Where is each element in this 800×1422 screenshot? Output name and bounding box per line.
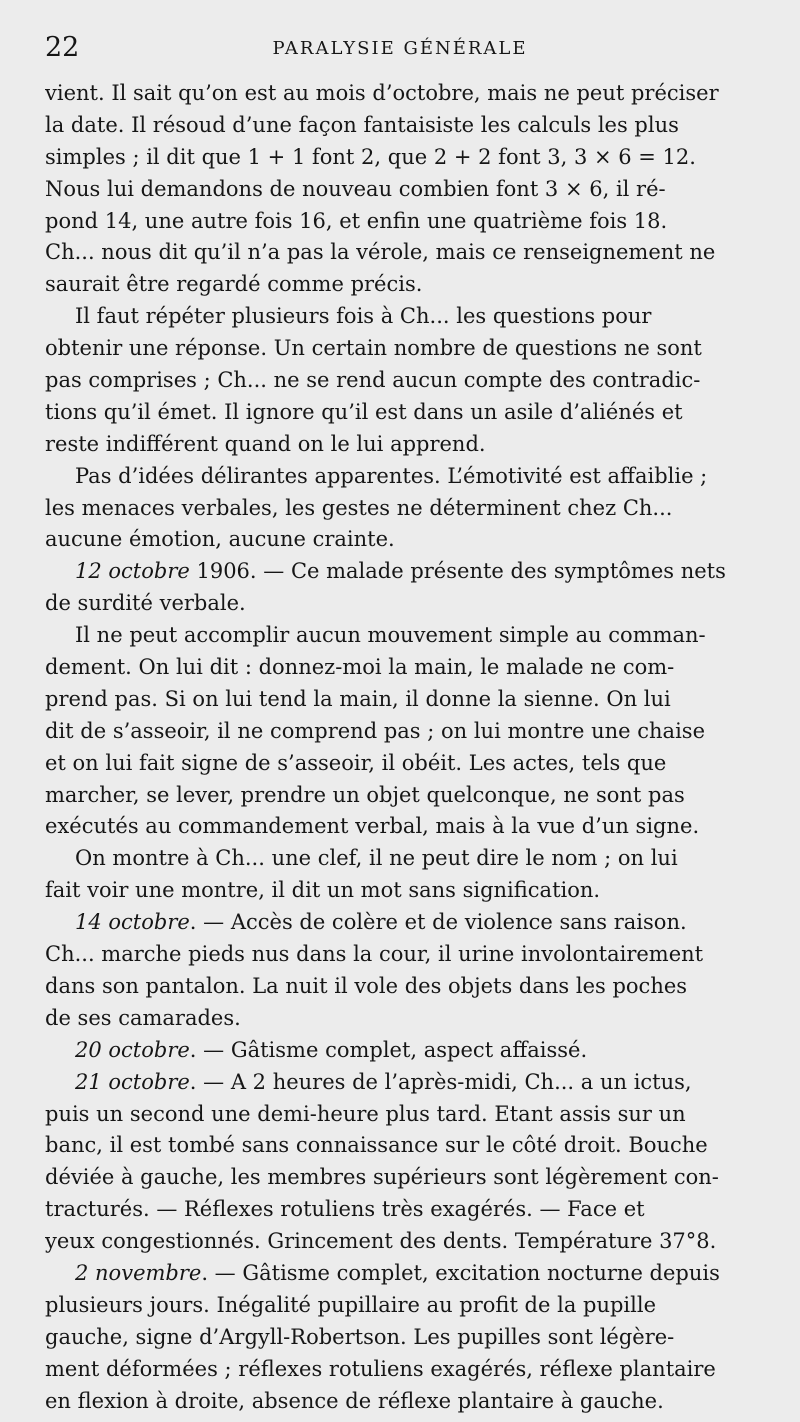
- text-line: [45, 142, 757, 174]
- text-line: [45, 780, 757, 812]
- text-line: [45, 588, 757, 620]
- line-text: exécutés au commandement verbal, mais à la vue d’un signe.: [45, 814, 700, 839]
- text-line: [45, 174, 757, 206]
- text-line: [45, 461, 757, 493]
- line-text: . — Gâtisme complet, excitation nocturne depuis: [201, 1260, 720, 1285]
- entry-date: 14 octobre: [75, 910, 190, 935]
- text-line: [45, 397, 757, 429]
- line-text: . — Accès de colère et de violence sans raison.: [189, 910, 687, 935]
- line-text: dit de s’asseoir, il ne comprend pas ; on lui montre une chaise: [45, 718, 706, 743]
- text-line: [45, 1130, 757, 1162]
- text-line: [45, 1067, 757, 1099]
- line-text: tions qu’il émet. Il ignore qu’il est dans un asile d’aliénés et: [45, 399, 683, 424]
- line-text: . — Gâtisme complet, aspect affaissé.: [189, 1037, 588, 1062]
- text-line: [45, 811, 757, 843]
- text-line: [45, 1258, 757, 1290]
- text-line: [45, 716, 757, 748]
- line-text: saurait être regardé comme précis.: [45, 272, 423, 297]
- line-text: Pas d’idées délirantes apparentes. L’émotivité est affaiblie ;: [75, 463, 708, 488]
- body-text: [45, 78, 757, 1417]
- line-text: 1906. — Ce malade présente des symptômes nets: [189, 559, 726, 584]
- line-text: Nous lui demandons de nouveau combien font 3 × 6, il ré-: [45, 176, 666, 201]
- text-line: [45, 524, 757, 556]
- text-line: [45, 493, 757, 525]
- text-line: [45, 333, 757, 365]
- entry-date: 12 octobre: [75, 559, 190, 584]
- line-text: banc, il est tombé sans connaissance sur le côté droit. Bouche: [45, 1133, 708, 1158]
- text-line: [45, 1226, 757, 1258]
- line-text: . — A 2 heures de l’après-midi, Ch... a un ictus,: [189, 1069, 692, 1094]
- text-line: [45, 1354, 757, 1386]
- text-line: [45, 652, 757, 684]
- line-text: On montre à Ch... une clef, il ne peut dire le nom ; on lui: [75, 846, 678, 871]
- line-text: Ch... marche pieds nus dans la cour, il urine involontairement: [45, 942, 704, 967]
- line-text: Il faut répéter plusieurs fois à Ch... les questions pour: [75, 304, 652, 329]
- line-text: yeux congestionnés. Grincement des dents. Température 37°8.: [45, 1229, 717, 1254]
- line-text: plusieurs jours. Inégalité pupillaire au profit de la pupille: [45, 1292, 656, 1317]
- text-line: [45, 301, 757, 333]
- line-text: en flexion à droite, absence de réflexe plantaire à gauche.: [45, 1388, 664, 1413]
- text-line: [45, 1386, 757, 1418]
- line-text: prend pas. Si on lui tend la main, il donne la sienne. On lui: [45, 686, 671, 711]
- text-line: [45, 429, 757, 461]
- text-line: [45, 237, 757, 269]
- text-line: [45, 875, 757, 907]
- running-title: PARALYSIE GÉNÉRALE: [272, 38, 528, 59]
- text-line: [45, 939, 757, 971]
- text-line: [45, 1035, 757, 1067]
- line-text: pond 14, une autre fois 16, et enfin une quatrième fois 18.: [45, 208, 668, 233]
- page-number: 22: [45, 32, 80, 63]
- line-text: obtenir une réponse. Un certain nombre de questions ne sont: [45, 336, 702, 361]
- line-text: Il ne peut accomplir aucun mouvement simple au comman-: [75, 623, 706, 648]
- text-line: [45, 556, 757, 588]
- line-text: dans son pantalon. La nuit il vole des objets dans les poches: [45, 973, 688, 998]
- text-line: [45, 206, 757, 238]
- text-line: [45, 620, 757, 652]
- text-line: [45, 78, 757, 110]
- text-line: [45, 1162, 757, 1194]
- text-line: [45, 269, 757, 301]
- line-text: gauche, signe d’Argyll-Robertson. Les pupilles sont légère-: [45, 1324, 675, 1349]
- line-text: dement. On lui dit : donnez-moi la main, le malade ne com-: [45, 655, 675, 680]
- line-text: fait voir une montre, il dit un mot sans signification.: [45, 878, 601, 903]
- text-line: [45, 1290, 757, 1322]
- line-text: ment déformées ; réflexes rotuliens exagérés, réflexe plantaire: [45, 1356, 716, 1381]
- text-line: [45, 1322, 757, 1354]
- line-text: tracturés. — Réflexes rotuliens très exagérés. — Face et: [45, 1197, 645, 1222]
- line-text: pas comprises ; Ch... ne se rend aucun compte des contradic-: [45, 368, 701, 393]
- text-line: [45, 1003, 757, 1035]
- entry-date: 21 octobre: [75, 1069, 190, 1094]
- text-line: [45, 110, 757, 142]
- line-text: Ch... nous dit qu’il n’a pas la vérole, mais ce renseignement ne: [45, 240, 716, 265]
- text-line: [45, 1194, 757, 1226]
- line-text: aucune émotion, aucune crainte.: [45, 527, 395, 552]
- line-text: de surdité verbale.: [45, 591, 246, 616]
- text-line: [45, 907, 757, 939]
- page-header: [0, 30, 800, 66]
- line-text: marcher, se lever, prendre un objet quelconque, ne sont pas: [45, 782, 685, 807]
- text-line: [45, 748, 757, 780]
- line-text: déviée à gauche, les membres supérieurs sont légèrement con-: [45, 1165, 719, 1190]
- text-line: [45, 971, 757, 1003]
- line-text: puis un second une demi-heure plus tard. Etant assis sur un: [45, 1101, 686, 1126]
- text-line: [45, 843, 757, 875]
- line-text: reste indifférent quand on le lui apprend.: [45, 431, 486, 456]
- line-text: vient. Il sait qu’on est au mois d’octobre, mais ne peut préciser: [45, 81, 719, 105]
- text-line: [45, 365, 757, 397]
- entry-date: 20 octobre: [75, 1037, 190, 1062]
- line-text: les menaces verbales, les gestes ne déterminent chez Ch...: [45, 495, 673, 520]
- line-text: la date. Il résoud d’une façon fantaisiste les calculs les plus: [45, 112, 679, 137]
- entry-date: 2 novembre: [75, 1260, 202, 1285]
- text-line: [45, 1099, 757, 1131]
- text-line: [45, 684, 757, 716]
- line-text: de ses camarades.: [45, 1005, 241, 1030]
- line-text: et on lui fait signe de s’asseoir, il obéit. Les actes, tels que: [45, 750, 667, 775]
- line-text: simples ; il dit que 1 + 1 font 2, que 2 + 2 font 3, 3 × 6 = 12.: [45, 144, 696, 169]
